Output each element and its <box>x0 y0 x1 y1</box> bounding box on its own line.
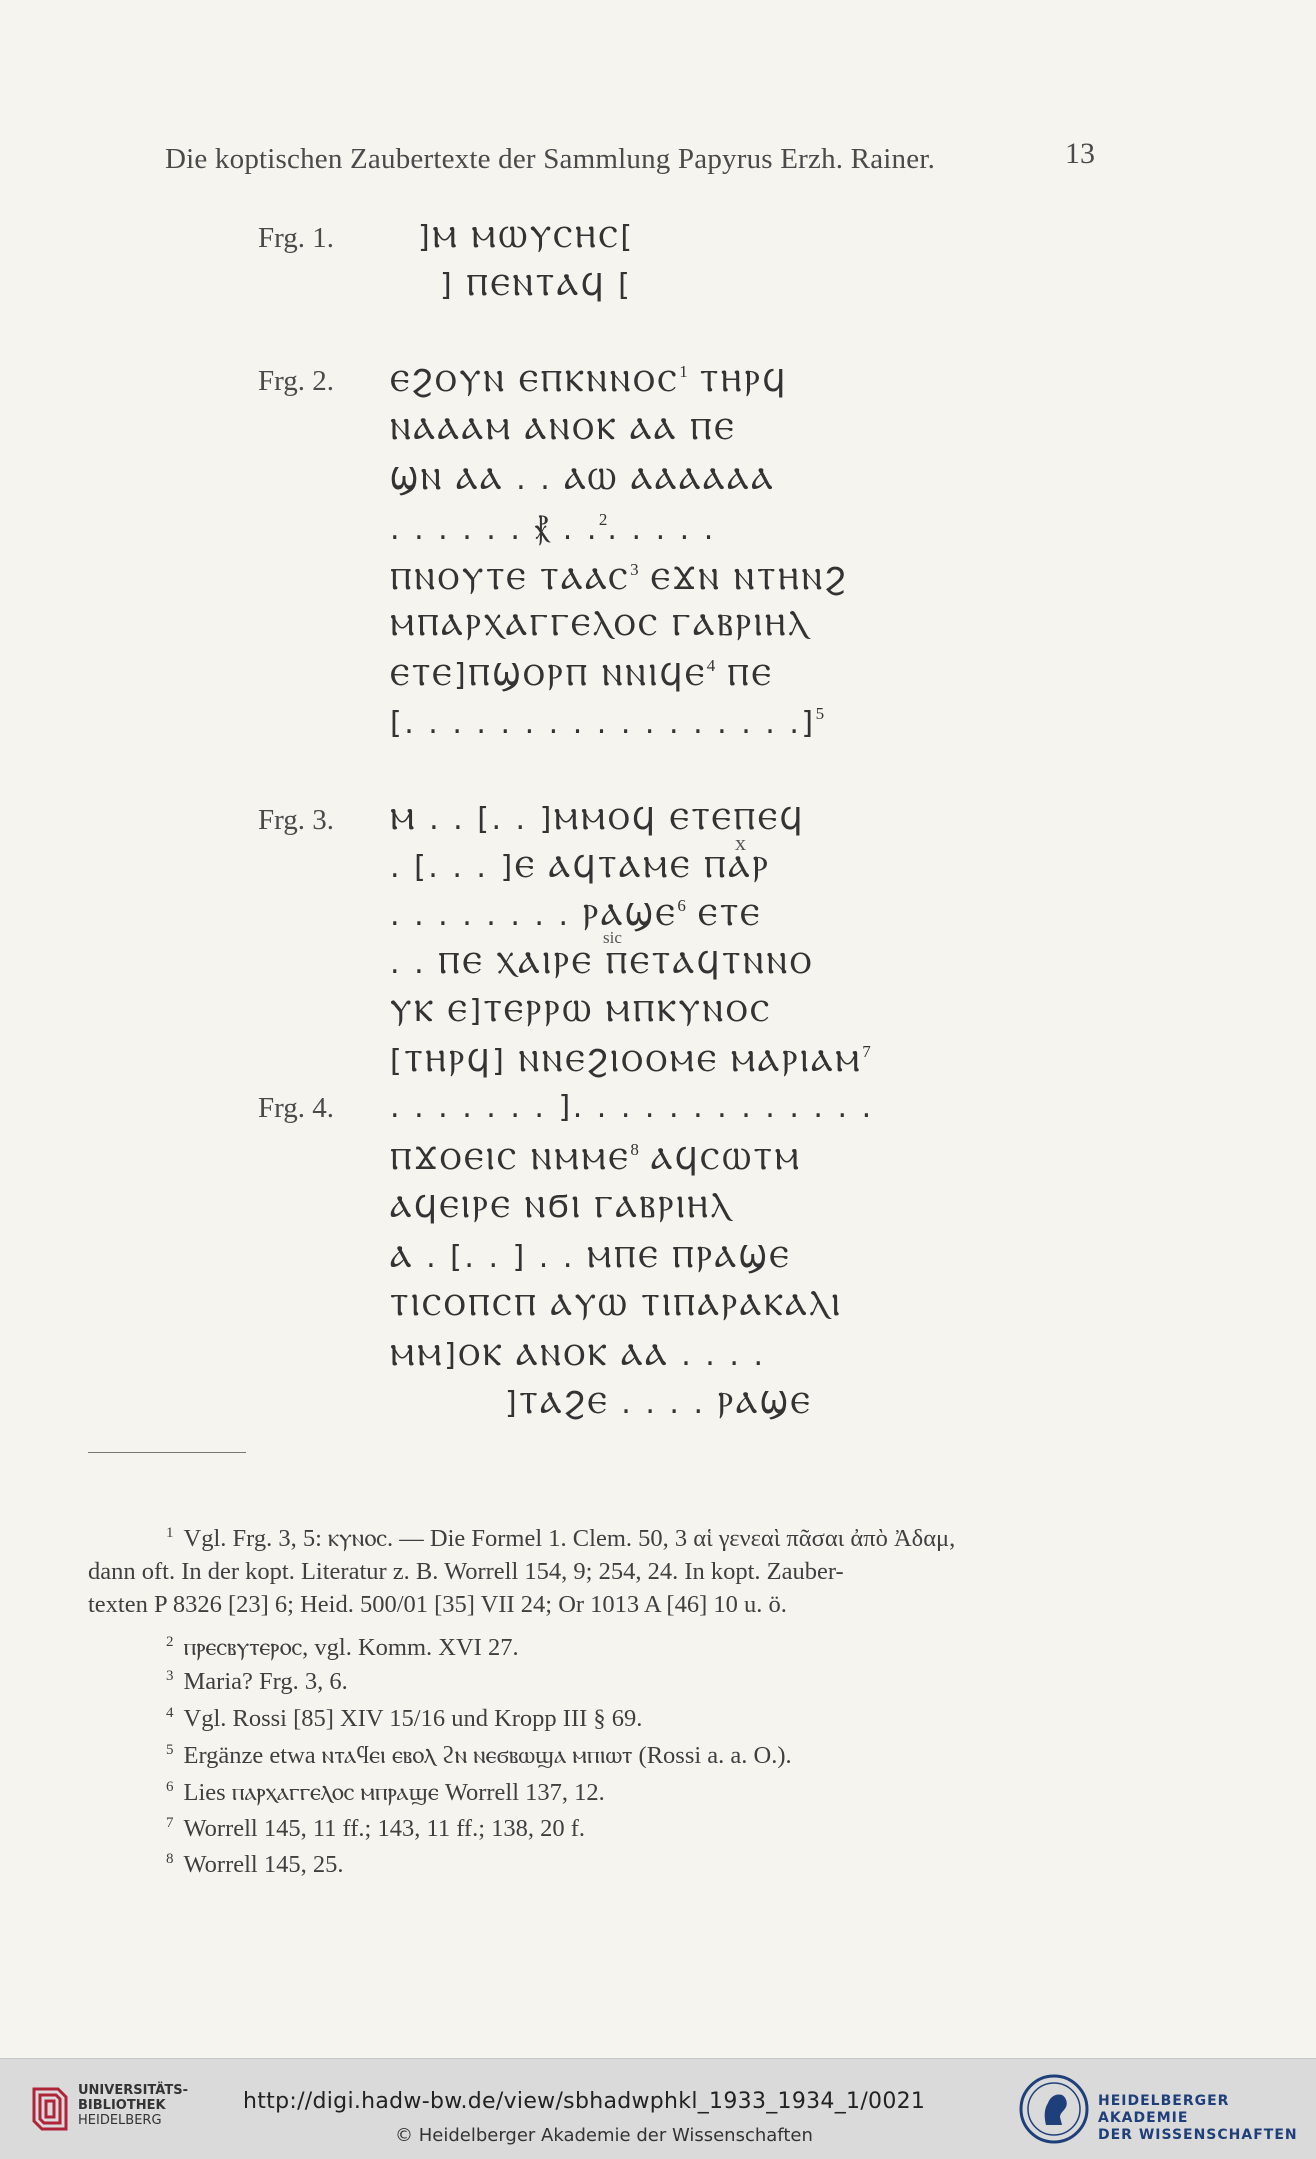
fragment-label: Frg. 3. <box>258 804 335 836</box>
fragment-line: ⲘⲘ]ⲞⲔ ⲀⲚⲞⲔ ⲀⲀ . . . . <box>390 1338 766 1373</box>
fragment-label: Frg. 1. <box>258 222 335 254</box>
fragment-line: ]ⲦⲀϨⲈ . . . . ⲢⲀϢⲈ <box>505 1386 813 1421</box>
footnote-6: $^6$ Lies ⲡⲁⲣⲭⲁⲅⲅⲉⲗⲟⲥ ⲙⲡⲣⲁϣⲉ Worrell 137, 12. <box>166 1779 605 1806</box>
fragment-line: [ⲦⲎⲢϤ] ⲚⲚⲈϨⲒⲞⲞⲘⲈ ⲘⲀⲢⲒⲀⲘ$^7$ <box>390 1042 871 1079</box>
page-number: 13 <box>1065 137 1095 170</box>
academy-name: HEIDELBERGER AKADEMIE DER WISSENSCHAFTEN <box>1098 2093 1298 2143</box>
fragment-line: ⲨⲔ Ⲉ]ⲦⲈⲢⲢⲰ ⲘⲠⲔⲨⲚⲞⲤ <box>390 994 772 1029</box>
annotation-sic: sic <box>603 928 622 947</box>
fragment-line: ⲈϨⲞⲨⲚ ⲈⲠⲔⲚⲚⲞⲤ$^1$ ⲦⲎⲢϤ <box>390 362 788 399</box>
footnote-4: $^4$ Vgl. Rossi [85] XIV 15/16 und Kropp III § 69. <box>166 1705 643 1732</box>
fragment-line: ⲠⲚⲞⲨⲦⲈ ⲦⲀⲀⲤ$^3$ ⲈϪⲚ ⲚⲦⲎⲚϨ <box>390 560 848 597</box>
fragment-line: . [. . . ]Ⲉ ⲀϤⲦⲀⲘⲈ ⲠⲀⲢ <box>390 850 771 885</box>
footnote-3: $^3$ Maria? Frg. 3, 6. <box>166 1668 348 1695</box>
fragment-line: . . . . . . . ]. . . . . . . . . . . . . <box>390 1090 874 1125</box>
footnote-2: $^2$ ⲡⲣⲉⲥⲃⲩⲧⲉⲣⲟⲥ, vgl. Komm. XVI 27. <box>166 1634 519 1661</box>
fragment-line: ⲠϪⲞⲈⲒⲤ ⲚⲘⲘⲈ$^8$ ⲀϤⲤⲰⲦⲘ <box>390 1140 802 1177</box>
fragment-line: ]Ⲙ ⲘⲰⲨⲤⲎⲤ[ <box>418 220 635 255</box>
academy-seal-icon <box>1018 2073 1090 2145</box>
copyright-notice: © Heidelberger Akademie der Wissenschaften <box>395 2125 813 2146</box>
fragment-line: . . . . . . ⳩ . .$^2$. . . . . <box>390 510 716 547</box>
fragment-line: Ⲁ . [. . ] . . ⲘⲠⲈ ⲠⲢⲀϢⲈ <box>390 1240 792 1275</box>
fragment-line: ⲀϤⲈⲒⲢⲈ ⲚϬⲒ ⲄⲀⲂⲢⲒⲎⲖ <box>390 1190 733 1225</box>
fragment-line: ⲘⲠⲀⲢⲬⲀⲄⲄⲈⲖⲞⲤ ⲄⲀⲂⲢⲒⲎⲖ <box>390 608 811 643</box>
fragment-line: ⲈⲦⲈ]ⲠϢⲞⲢⲠ ⲚⲚⲒϤⲈ$^4$ ⲠⲈ <box>390 656 774 693</box>
fragment-line: . . . . . . . . ⲢⲀϢⲈ$^6$ ⲈⲦⲈ <box>390 896 762 933</box>
footnote-5: $^5$ Ergänze etwa ⲛⲧⲁϥⲉⲓ ⲉⲃⲟⲗ ϩⲛ ⲛⲉϭⲃⲱϣⲁ ⲙⲡⲓⲱⲧ (Rossi a. a. O.). <box>166 1742 792 1769</box>
university-library-logo-icon <box>28 2083 72 2135</box>
university-library-name: UNIVERSITÄTS- BIBLIOTHEK HEIDELBERG <box>78 2083 188 2128</box>
fragment-line: ⲦⲒⲤⲞⲠⲤⲠ ⲀⲨⲰ ⲦⲒⲠⲀⲢⲀⲔⲀⲖⲒ <box>390 1288 843 1323</box>
fragment-line: ϢⲚ ⲀⲀ . . ⲀⲰ ⲀⲀⲀⲀⲀⲀ <box>390 462 776 497</box>
annotation-mark-x: x <box>735 830 746 855</box>
footnote-rule <box>88 1452 246 1453</box>
footnote-8: $^8$ Worrell 145, 25. <box>166 1851 344 1878</box>
footnote-7: $^7$ Worrell 145, 11 ff.; 143, 11 ff.; 138, 20 f. <box>166 1815 586 1842</box>
footer-bar <box>0 2058 1316 2159</box>
fragment-line: ] ⲠⲈⲚⲦⲀϤ [ <box>440 268 633 303</box>
header-title: Die koptischen Zaubertexte der Sammlung Papyrus Erzh. Rainer. <box>165 143 936 175</box>
fragment-line: [. . . . . . . . . . . . . . . . .]$^5$ <box>390 704 825 741</box>
source-url-link[interactable]: http://digi.hadw-bw.de/view/sbhadwphkl_1933_1934_1/0021 <box>243 2089 926 2114</box>
fragment-line: Ⲙ . . [. . ]ⲘⲘⲞϤ ⲈⲦⲈⲠⲈϤ <box>390 802 805 837</box>
fragment-label: Frg. 4. <box>258 1092 335 1124</box>
fragment-line: ⲚⲀⲀⲀⲘ ⲀⲚⲞⲔ ⲀⲀ ⲠⲈ <box>390 412 737 447</box>
footnote-1: $^1$ Vgl. Frg. 3, 5: ⲕⲩⲛⲟⲥ. — Die Formel 1. Clem. 50, 3 αἱ γενεαὶ πᾶσαι ἀπὸ Ἀδαμ, dann oft. In der kopt. Literatur z. B. Worrell 154, 9; 254, 24. In kopt. Zauber- texten P 8326 [23] 6; Heid. 500/01 [35] VII 24; Or 1013 A [46] 10 u. ö. <box>88 1525 956 1618</box>
fragment-label: Frg. 2. <box>258 365 335 397</box>
fragment-line: . . ⲠⲈ ⲬⲀⲒⲢⲈ ⲠⲈⲦⲀϤⲦⲚⲚⲞ <box>390 946 815 981</box>
